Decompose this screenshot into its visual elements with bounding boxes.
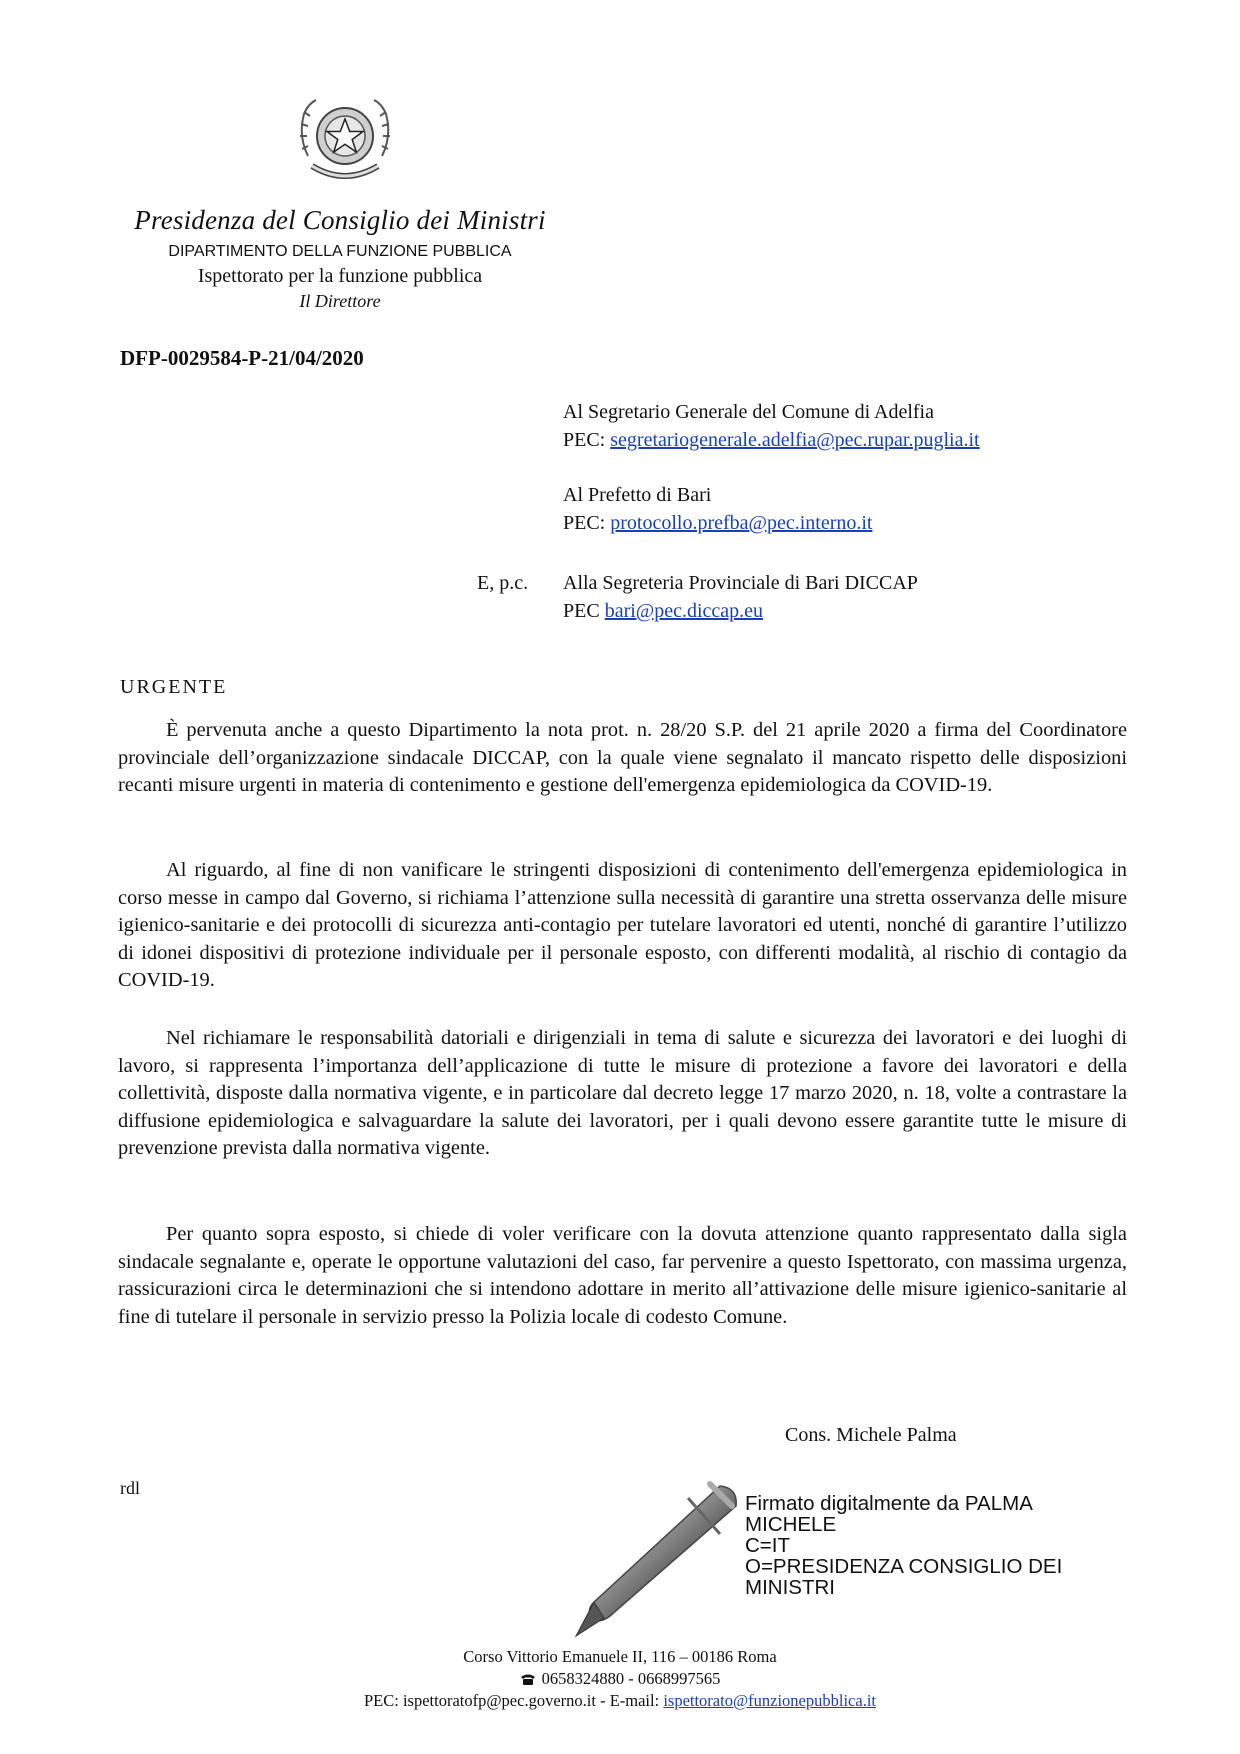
recipient-line: Al Prefetto di Bari <box>563 484 712 506</box>
signature-line: MICHELE <box>745 1513 837 1536</box>
footer-pec: ispettoratofp@pec.governo.it <box>402 1691 596 1710</box>
author-initials: rdl <box>120 1478 140 1498</box>
italian-republic-emblem-icon <box>290 86 400 196</box>
digital-signature-stamp <box>745 1493 1062 1598</box>
pec-label: PEC <box>563 600 605 622</box>
telephone-icon <box>520 1673 536 1685</box>
urgent-label: URGENTE <box>120 676 228 698</box>
pen-icon <box>570 1476 745 1641</box>
recipient-block <box>563 398 980 454</box>
recipient-block <box>563 481 872 537</box>
cc-prefix: E, p.c. <box>477 572 529 594</box>
department-name: DIPARTIMENTO DELLA FUNZIONE PUBBLICA <box>168 243 512 260</box>
director-role: Il Direttore <box>299 291 381 311</box>
body-paragraph: Per quanto sopra esposto, si chiede di voler verificare con la dovuta attenzione quanto rappresentato dalla sigla sindacale segnalante e, operate le opportune valutazioni del caso, far pervenire a questo Ispettorato, con massima urgenza, rassicurazioni circa le determinazioni che si intendono adottare in merito all’attivazione delle misure igienico-sanitarie al fine di tutelare il personale in servizio presso la Polizia locale di codesto Comune. <box>118 1223 1127 1328</box>
recipient-line: Alla Segreteria Provinciale di Bari DICCAP <box>563 572 918 594</box>
body-paragraph: Nel richiamare le responsabilità datoriali e dirigenziali in tema di salute e sicurezza dei lavoratori e dei luoghi di lavoro, si rappresenta l’importanza dell’applicazione di tutte le misure di protezione a favore dei lavoratori e della collettività, disposte dalla normativa vigente, e in particolare dal decreto legge 17 marzo 2020, n. 18, volte a contrastare la diffusione epidemiologica e salvaguardare la salute dei lavoratori, per i quali devono essere garantite tutte le misure di prevenzione prevista dalla normativa vigente. <box>118 1027 1127 1160</box>
footer-email-link[interactable]: ispettorato@funzionepubblica.it <box>663 1691 876 1710</box>
signature-line: MINISTRI <box>745 1576 835 1599</box>
footer-phones: 0658324880 - 0668997565 <box>541 1669 721 1688</box>
body-paragraph: Al riguardo, al fine di non vanificare le stringenti disposizioni di contenimento dell'emergenza epidemiologica in corso messe in campo dal Governo, si richiama l’attenzione sulla necessità di garantire una stretta osservanza delle misure igienico-sanitarie e dei protocolli di sicurezza anti-contagio per tutelare lavoratori ed utenti, nonché di garantire l’utilizzo di idonei dispositivi di protezione individuale per il personale esposto, con differenti modalità, al rischio di contagio da COVID-19. <box>118 859 1127 992</box>
signature-line: O=PRESIDENZA CONSIGLIO DEI <box>745 1555 1063 1578</box>
footer-contacts-row <box>0 1691 1240 1711</box>
footer-pec-label: PEC: <box>363 1691 403 1710</box>
cc-recipient-block <box>563 569 918 625</box>
pec-link[interactable]: segretariogenerale.adelfia@pec.rupar.puglia.it <box>610 429 980 451</box>
pec-label: PEC: <box>563 512 611 534</box>
office-name: Ispettorato per la funzione pubblica <box>197 265 483 287</box>
institution-name: Presidenza del Consiglio dei Ministri <box>134 205 546 235</box>
pec-label: PEC: <box>563 429 611 451</box>
protocol-number: DFP-0029584-P-21/04/2020 <box>120 346 364 370</box>
pec-link[interactable]: protocollo.prefba@pec.interno.it <box>610 512 873 534</box>
footer-address: Corso Vittorio Emanuele II, 116 – 00186 Roma <box>463 1647 777 1666</box>
footer-email-label: - E-mail: <box>595 1691 664 1710</box>
signature-line: Firmato digitalmente da PALMA <box>745 1492 1033 1515</box>
signer-name: Cons. Michele Palma <box>785 1424 957 1446</box>
body-paragraph: È pervenuta anche a questo Dipartimento la nota prot. n. 28/20 S.P. del 21 aprile 2020 a firma del Coordinatore provinciale dell’organizzazione sindacale DICCAP, con la quale viene segnalato il mancato rispetto delle disposizioni recanti misure urgenti in materia di contenimento e gestione dell'emergenza epidemiologica da COVID-19. <box>118 719 1127 797</box>
recipient-line: Al Segretario Generale del Comune di Adelfia <box>563 401 934 423</box>
footer-phones-row <box>0 1669 1240 1689</box>
pec-link[interactable]: bari@pec.diccap.eu <box>604 600 764 622</box>
signature-line: C=IT <box>745 1534 790 1557</box>
